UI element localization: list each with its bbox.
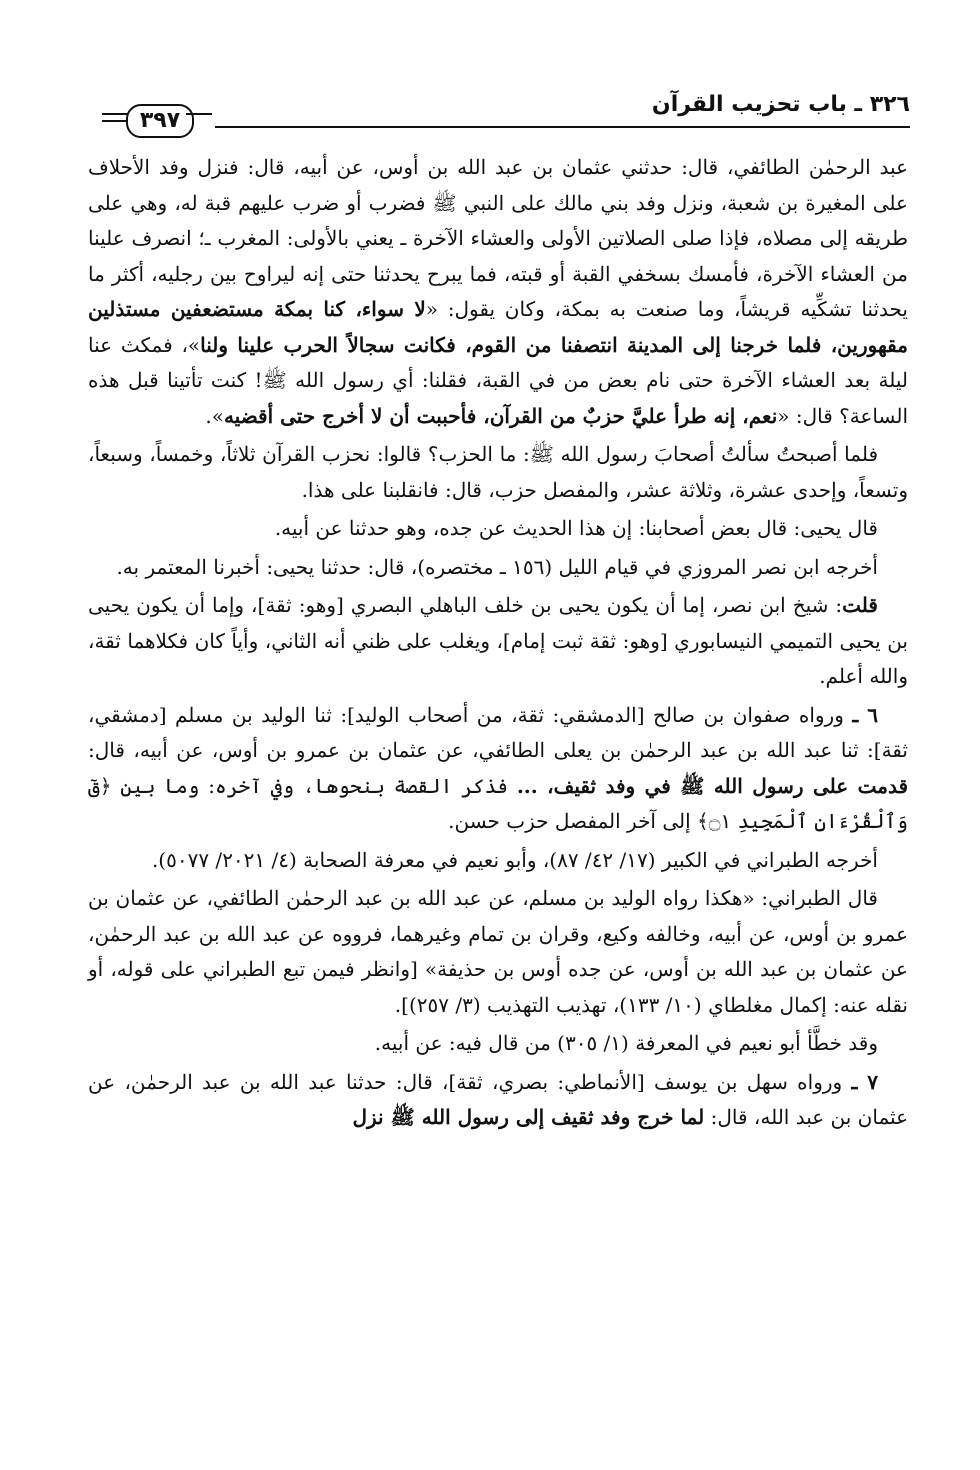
bold-text-run: نعم، إنه طرأ عليَّ حزبٌ من القرآن، فأحببت أن لا أخرج حتى أقضيه bbox=[223, 403, 778, 428]
paragraph bbox=[88, 437, 908, 508]
page-header bbox=[80, 82, 910, 134]
paragraph bbox=[88, 881, 908, 1023]
text-run: أخرجه ابن نصر المروزي في قيام الليل (١٥٦ ـ مختصره)، قال: حدثنا يحيى: أخبرنا المعتمر به. bbox=[116, 554, 878, 579]
paragraph bbox=[88, 588, 908, 695]
paragraph bbox=[88, 843, 908, 879]
running-title: ٣٢٦ ـ باب تحزيب القرآن bbox=[651, 92, 910, 117]
text-run: فذكر القصة بنحوها، وفي آخره: وما بين ﴿قٓ وَٱلْقُرْءَانِ ٱلْمَجِيدِ ۝١﴾ إلى آخر المفصل حزب حسن. bbox=[88, 773, 908, 833]
text-run: : شيخ ابن نصر، إما أن يكون يحيى بن خلف الباهلي البصري [وهو: ثقة]، وإما أن يكون يحيى بن يحيى التميمي النيسابوري [وهو: ثقة ثبت إمام]، ويغلب على ظني أنه الثاني، وأياً كان فكلاهما ثقة، والله أعلم. bbox=[88, 593, 908, 688]
text-run: قال الطبراني: «هكذا رواه الوليد بن مسلم، عن عبد الله بن عبد الرحمٰن الطائفي، عن عثمان بن عمرو بن أوس، عن أبيه، وخالفه وكيع، وقران بن تمام وغيرهما، فرووه عن عبد الله بن عبد الرحمٰن، عن عثمان بن عبد الله بن أوس، عن جده أوس بن حذيفة» [وانظر فيمن تبع الطبراني على قوله، أو نقله عنه: إكمال مغلطاي (١٠/ ١٣٣)، تهذيب التهذيب (٣/ ٢٥٧)]. bbox=[88, 886, 908, 1017]
paragraph bbox=[88, 150, 908, 434]
text-run: فلما أصبحتُ سألتُ أصحابَ رسول الله ﷺ: ما الحزب؟ قالوا: نحزب القرآن ثلاثاً، وخمساً، وسبعاً، وتسعاً، وإحدى عشرة، وثلاثة عشر، والمفصل حزب، قال: فانقلبنا على هذا. bbox=[88, 442, 908, 502]
text-run: ورواه صفوان بن صالح [الدمشقي: ثقة، من أصحاب الوليد]: ثنا الوليد بن مسلم [دمشقي، ثقة]: ثنا عبد الله بن عبد الرحمٰن بن يعلى الطائفي، عن عثمان بن عمرو بن أوس، عن أبيه، قال: bbox=[88, 702, 908, 762]
paragraph bbox=[88, 1026, 908, 1062]
text-run: وقد خطَّأ أبو نعيم في المعرفة (١/ ٣٠٥) من قال فيه: عن أبيه. bbox=[374, 1031, 878, 1055]
text-run: ورواه سهل بن يوسف [الأنماطي: بصري، ثقة]، قال: حدثنا عبد الله بن عبد الرحمٰن، عن عثمان بن عبد الله، قال: bbox=[88, 1069, 908, 1129]
ornament-line bbox=[102, 120, 128, 122]
text-run: »، فمكث عنا ليلة بعد العشاء الآخرة حتى نام بعض من في القبة، فقلنا: أي رسول الله ﷺ! كنت تأتينا قبل هذه الساعة؟ قال: « bbox=[88, 332, 908, 428]
page-number-ornament bbox=[102, 104, 212, 138]
text-run: ». bbox=[205, 403, 224, 428]
text-run: أخرجه الطبراني في الكبير (١٧/ ٤٢/ ٨٧)، وأبو نعيم في معرفة الصحابة (٤/ ٢٠٢١/ ٥٠٧٧). bbox=[151, 847, 878, 872]
bold-text-run: لا سواء، كنا بمكة مستضعفين مستذلين مقهورين، فلما خرجنا إلى المدينة انتصفنا من القوم، فكانت سجالاً الحرب علينا ولنا bbox=[88, 297, 908, 357]
bold-text-run: قلت bbox=[842, 593, 878, 617]
bold-text-run: ٧ ـ bbox=[851, 1069, 878, 1094]
paragraph bbox=[88, 511, 908, 547]
bold-text-run: قدمت على رسول الله ﷺ في وفد ثقيف، ... bbox=[516, 773, 908, 798]
text-run: عبد الرحمٰن الطائفي، قال: حدثني عثمان بن عبد الله بن أوس، عن أبيه، قال: فنزل وفد الأحلاف على المغيرة بن شعبة، ونزل وفد بني مالك على النبي ﷺ فضرب أو ضرب عليهم قبة له، وهي على طريقه إلى مصلاه، فإذا صلى الصلاتين الأولى والعشاء الآخرة ـ يعني بالأولى: المغرب ـ؛ انصرف علينا من العشاء الآخرة، فأمسك بسخفي القبة أو قبته، فما يبرح يحدثنا حتى إنه ليراوح بين رجليه، أكثر ما يحدثنا تشكِّيه قريشاً، وما صنعت به بمكة، وكان يقول: « bbox=[88, 155, 908, 321]
ornament-line bbox=[102, 113, 128, 115]
bold-text-run: ٦ ـ bbox=[852, 702, 878, 727]
bold-text-run: لما خرج وفد ثقيف إلى رسول الله ﷺ نزل bbox=[352, 1105, 705, 1129]
header-rule bbox=[215, 126, 910, 128]
page-body bbox=[88, 150, 908, 1139]
page-number: ٣٩٧ bbox=[126, 104, 194, 138]
paragraph bbox=[88, 550, 908, 586]
paragraph bbox=[88, 698, 908, 840]
text-run: قال يحيى: قال بعض أصحابنا: إن هذا الحديث عن جده، وهو حدثنا عن أبيه. bbox=[274, 516, 878, 540]
paragraph bbox=[88, 1065, 908, 1136]
